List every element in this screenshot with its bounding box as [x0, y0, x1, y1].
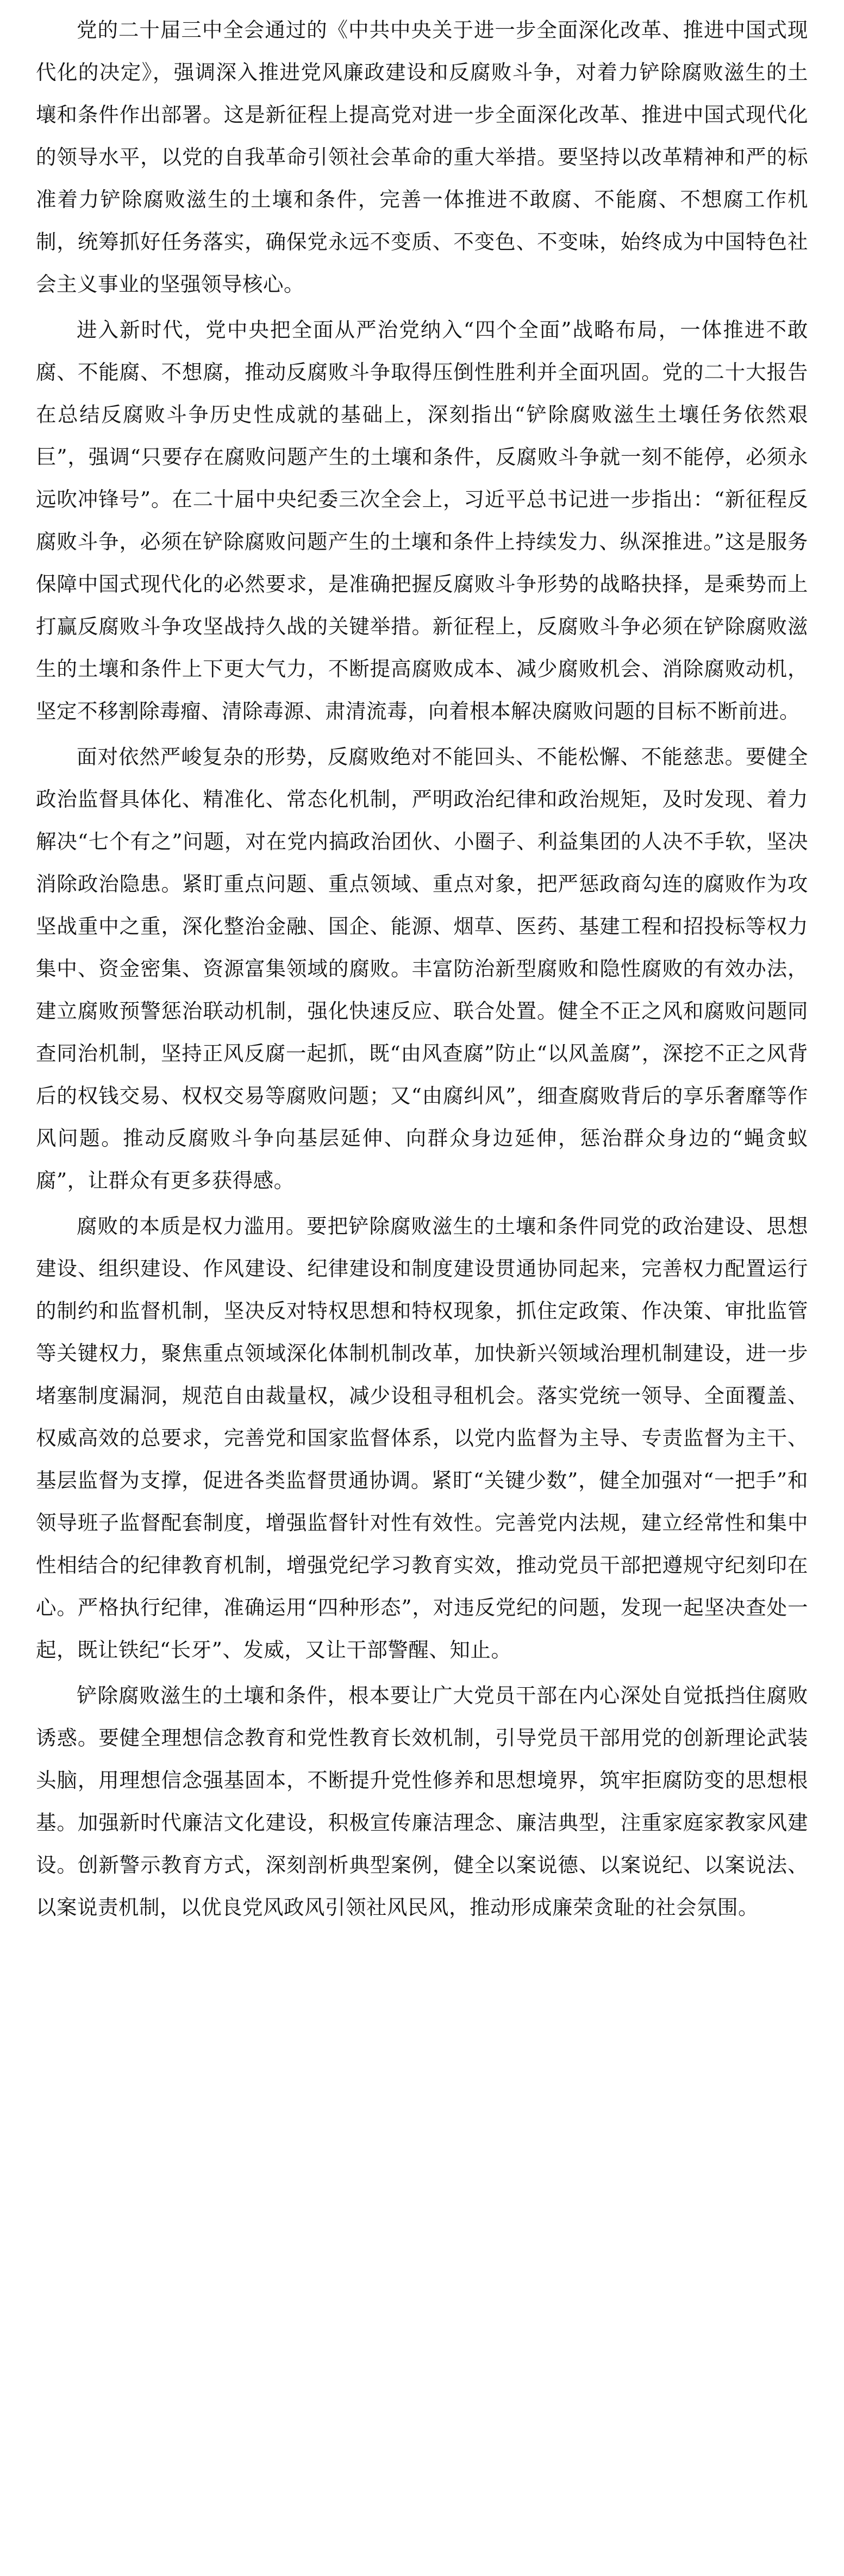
paragraph-2: 进入新时代，党中央把全面从严治党纳入“四个全面”战略布局，一体推进不敢腐、不能腐、不想腐，推动反腐败斗争取得压倒性胜利并全面巩固。党的二十大报告在总结反腐败斗争历史性成就的基础上，深刻指出“铲除腐败滋生土壤任务依然艰巨”，强调“只要存在腐败问题产生的土壤和条件，反腐败斗争就一刻不能停，必须永远吹冲锋号”。在二十届中央纪委三次全会上，习近平总书记进一步指出：“新征程反腐败斗争，必须在铲除腐败问题产生的土壤和条件上持续发力、纵深推进。”这是服务保障中国式现代化的必然要求，是准确把握反腐败斗争形势的战略抉择，是乘势而上打赢反腐败斗争攻坚战持久战的关键举措。新征程上，反腐败斗争必须在铲除腐败滋生的土壤和条件上下更大气力，不断提高腐败成本、减少腐败机会、消除腐败动机，坚定不移割除毒瘤、清除毒源、肃清流毒，向着根本解决腐败问题的目标不断前进。: [36, 318, 808, 723]
paragraph-3: 面对依然严峻复杂的形势，反腐败绝对不能回头、不能松懈、不能慈悲。要健全政治监督具体化、精准化、常态化机制，严明政治纪律和政治规矩，及时发现、着力解决“七个有之”问题，对在党内搞政治团伙、小圈子、利益集团的人决不手软，坚决消除政治隐患。紧盯重点问题、重点领域、重点对象，把严惩政商勾连的腐败作为攻坚战重中之重，深化整治金融、国企、能源、烟草、医药、基建工程和招投标等权力集中、资金密集、资源富集领域的腐败。丰富防治新型腐败和隐性腐败的有效办法，建立腐败预警惩治联动机制，强化快速反应、联合处置。健全不正之风和腐败问题同查同治机制，坚持正风反腐一起抓，既“由风查腐”防止“以风盖腐”，深挖不正之风背后的权钱交易、权权交易等腐败问题；又“由腐纠风”，细查腐败背后的享乐奢靡等作风问题。推动反腐败斗争向基层延伸、向群众身边延伸，惩治群众身边的“蝇贪蚁腐”，让群众有更多获得感。: [36, 745, 808, 1192]
paragraph-4: 腐败的本质是权力滥用。要把铲除腐败滋生的土壤和条件同党的政治建设、思想建设、组织建设、作风建设、纪律建设和制度建设贯通协同起来，完善权力配置运行的制约和监督机制，坚决反对特权思想和特权现象，抓住定政策、作决策、审批监管等关键权力，聚焦重点领域深化体制机制改革，加快新兴领域治理机制建设，进一步堵塞制度漏洞，规范自由裁量权，减少设租寻租机会。落实党统一领导、全面覆盖、权威高效的总要求，完善党和国家监督体系，以党内监督为主导、专责监督为主干、基层监督为支撑，促进各类监督贯通协调。紧盯“关键少数”，健全加强对“一把手”和领导班子监督配套制度，增强监督针对性有效性。完善党内法规，建立经常性和集中性相结合的纪律教育机制，增强党纪学习教育实效，推动党员干部把遵规守纪刻印在心。严格执行纪律，准确运用“四种形态”，对违反党纪的问题，发现一起坚决查处一起，既让铁纪“长牙”、发威，又让干部警醒、知止。: [36, 1214, 808, 1662]
paragraph-5: 铲除腐败滋生的土壤和条件，根本要让广大党员干部在内心深处自觉抵挡住腐败诱惑。要健全理想信念教育和党性教育长效机制，引导党员干部用党的创新理论武装头脑，用理想信念强基固本，不断提升党性修养和思想境界，筑牢拒腐防变的思想根基。加强新时代廉洁文化建设，积极宣传廉洁理念、廉洁典型，注重家庭家教家风建设。创新警示教育方式，深刻剖析典型案例，健全以案说德、以案说纪、以案说法、以案说责机制，以优良党风政风引领社风民风，推动形成廉荣贪耻的社会氛围。: [36, 1683, 808, 1919]
document-body: [36, 9, 808, 1928]
paragraph-1: 党的二十届三中全会通过的《中共中央关于进一步全面深化改革、推进中国式现代化的决定》，强调深入推进党风廉政建设和反腐败斗争，对着力铲除腐败滋生的土壤和条件作出部署。这是新征程上提高党对进一步全面深化改革、推进中国式现代化的领导水平，以党的自我革命引领社会革命的重大举措。要坚持以改革精神和严的标准着力铲除腐败滋生的土壤和条件，完善一体推进不敢腐、不能腐、不想腐工作机制，统筹抓好任务落实，确保党永远不变质、不变色、不变味，始终成为中国特色社会主义事业的坚强领导核心。: [36, 18, 808, 296]
